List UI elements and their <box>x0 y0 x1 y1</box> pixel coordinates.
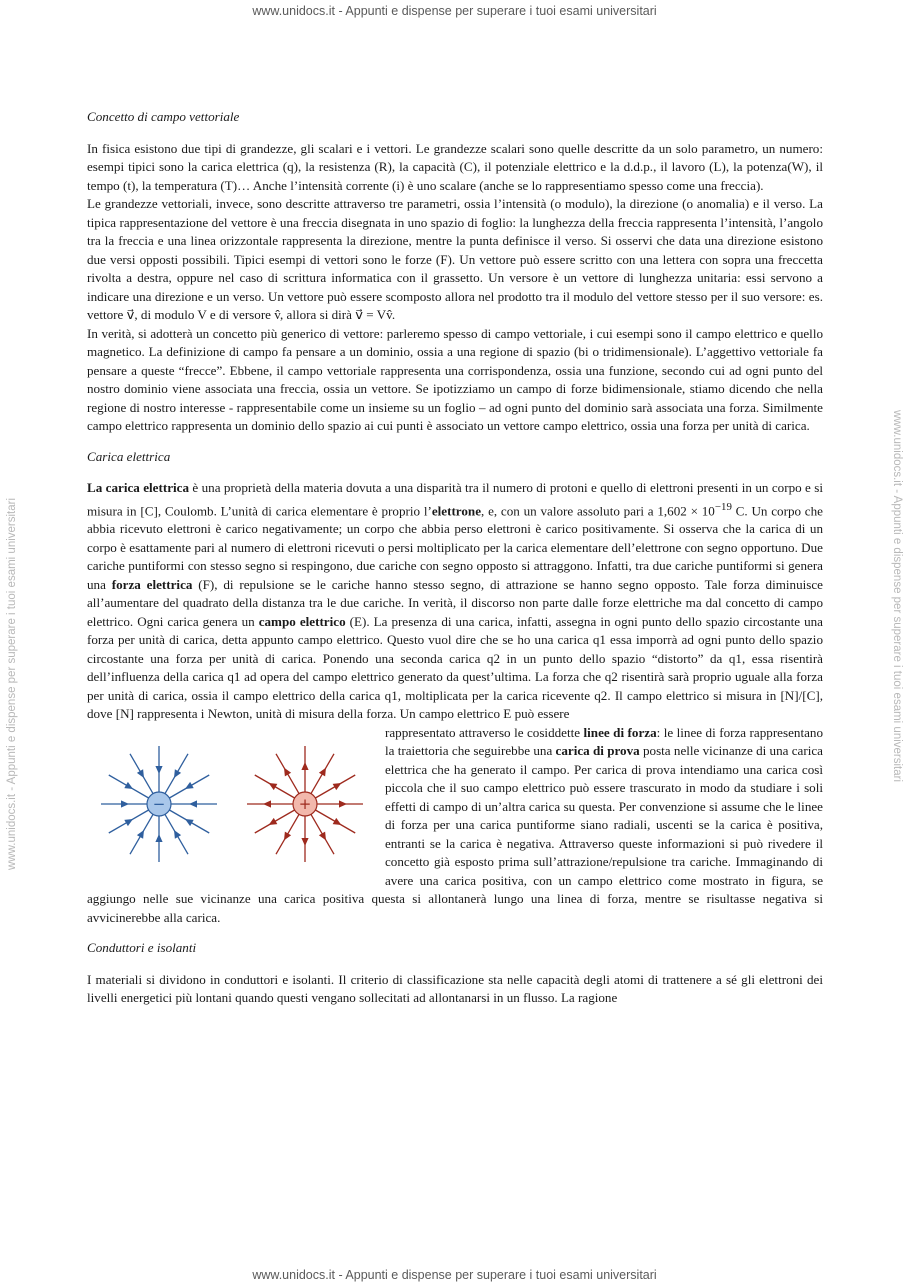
positive-field-arrow <box>339 800 347 807</box>
heading-conductors: Conduttori e isolanti <box>87 940 197 956</box>
positive-charge-sign: + <box>298 794 312 813</box>
negative-field-arrow <box>155 834 162 842</box>
term-linee-di-forza: linee di forza <box>583 724 657 740</box>
negative-field-arrow <box>189 800 197 807</box>
document-body <box>87 108 823 1008</box>
negative-field-arrow <box>121 800 129 807</box>
paragraph-charge: La carica elettrica è una proprietà della materia dovuta a una disparità tra il numero di protoni e quello di elettroni presenti in un corpo e si misura in [C], Coulomb. L’unità di carica elementare è proprio l’elettrone, e, con un valore assoluto pari a $1,602 \times 10^{-19}$ C. Un corpo che abbia ricevuto elettroni è carico negativamente; un corpo che abbia perso elettroni è carico positivamente. Si osserva che la carica di un corpo è esattamente pari al numero di elettroni ricevuti o persi moltiplicato per la carica elementare dell’elettrone con segno opportuno. Due cariche puntiformi con stesso segno si respingono, due cariche con segno opposto si attraggono. Infatti, tra due cariche puntiformi si genera una forza elettrica (F), di repulsione se le cariche hanno stesso segno, di attrazione se hanno segno opposto. Tale forza diminuisce all’aumentare del quadrato della distanza tra le due cariche. In verità, il discorso non parte dalle forze elettriche ma dal concetto di campo elettrico. Ogni carica genera un campo elettrico (E). La presenza di una carica, infatti, assegna in ogni punto dello spazio circostante una forza per unità di carica, detta appunto campo elettrico. Questo vuol dire che se ho una carica q1 essa imporrà ad ogni punto dello spazio circostante una forza per unità di carica. Ponendo una seconda carica q2 in un punto dello spazio “distorto” da q1, essa risentirà dell’influenza della carica q1 ad opera del campo elettrico generato da quest’ultima. La forza che q2 risentirà sarà proprio uguale alla forza per unità di carica, ossia il campo elettrico della carica q1, moltiplicata per la carica ricevente q2. Il campo elettrico si misura in [N]/[C], dove [N] rappresenta i Newton, unità di misura della forza. Un campo elettrico E può essere <box>87 480 823 722</box>
term-forza-elettrica: forza elettrica <box>111 576 193 592</box>
term-carica-di-prova: carica di prova <box>555 743 640 759</box>
watermark-footer: www.unidocs.it - Appunti e dispense per superare i tuoi esami universitari <box>252 1268 657 1282</box>
positive-field-arrow <box>301 762 308 770</box>
positive-field-arrow <box>301 838 308 846</box>
negative-charge-sign: − <box>152 794 166 813</box>
heading-vector-field: Concetto di campo vettoriale <box>87 109 240 124</box>
paragraph-conductors: I materiali si dividono in conduttori e isolanti. Il criterio di classificazione sta nelle capacità degli atomi di trattenere a sé gli elettroni dei livelli energetici più lontani quando questi vengano sollecitati ad allontanarsi in un flusso. La ragione <box>87 971 823 1006</box>
term-campo-elettrico: campo elettrico <box>258 613 346 629</box>
watermark-right: www.unidocs.it - Appunti e dispense per superare i tuoi esami universitari <box>891 410 903 783</box>
heading-charge: Carica elettrica <box>87 448 171 464</box>
watermark-header: www.unidocs.it - Appunti e dispense per superare i tuoi esami universitari <box>252 4 657 18</box>
field-lines-figure <box>87 728 381 878</box>
negative-field-arrow <box>155 766 162 774</box>
paragraph-field-lines: rappresentato attraverso le cosiddette linee di forza: le linee di forza rappresentano la traiettoria che seguirebbe una carica di prova posta nelle vicinanze di una carica elettrica che ha generato il campo. Per carica di prova intendiamo una carica così piccola che il suo campo elettrico può essere trascurato in modo da studiare i soli effetti di campo di un’altra carica su questa. Per convenzione si assume che le linee di forza per una carica puntiforme siano radiali, uscenti se la carica è positiva, entranti se la carica è negativa. Attraverso queste informazioni si può rivedere il concetto già esposto prima sull’attrazione/repulsione tra cariche. Immaginando di avere una carica positiva, con un campo elettrico come mostrato in figura, se aggiungo nelle sue vicinanze una carica positiva questa si allontanerà lungo una linea di forza, mentre se risultasse negativa si avvicinerebbe alla carica. <box>87 724 823 925</box>
term-elettrone: elettrone <box>431 502 482 518</box>
watermark-left: www.unidocs.it - Appunti e dispense per superare i tuoi esami universitari <box>6 497 18 870</box>
term-carica-elettrica: La carica elettrica <box>87 480 190 495</box>
exponent: −19 <box>714 500 732 513</box>
paragraph-scalars: In fisica esistono due tipi di grandezze, gli scalari e i vettori. Le grandezze scalari sono quelle descritte da un solo parametro, un numero: esempi tipici sono la carica elettrica (q), la resistenza (R), la capacità (C), il potenziale elettrico e la d.d.p., il lavoro (L), la potenza(W), il tempo (t), la temperatura (T)… Anche l’intensità corrente (i) è uno scalare (anche se lo rappresentiamo spesso come una freccia). <box>87 140 823 193</box>
paragraph-vectors: Le grandezze vettoriali, invece, sono descritte attraverso tre parametri, ossia l’intensità (o modulo), la direzione (o anomalia) e il verso. La tipica rappresentazione del vettore è una freccia disegnata in uno spazio di foglio: la lunghezza della freccia rappresenta l’intensità, l’angolo tra la freccia e una linea orizzontale rappresenta la direzione, mentre la punta definisce il verso. Si osservi che data una direzione esistono due versi opposti possibili. Tipici esempi di vettori sono le forze (F). Un vettore può essere scritto con una lettera con sopra una freccetta rivolta a destra, oppure nel caso di scrittura informatica con il grassetto. Un versore è un vettore di lunghezza unitaria: essi servono a indicare una direzione e un verso. Un vettore può essere scomposto allora nel prodotto tra il modulo del vettore stesso per il suo versore: es. vettore v⃗, di modulo V e di versore v̂, allora si dirà v⃗ = Vv̂. <box>87 196 823 322</box>
positive-field-arrow <box>263 800 271 807</box>
field-lines-diagram <box>87 728 381 878</box>
paragraph-vector-field: In verità, si adotterà un concetto più generico di vettore: parleremo spesso di campo vettoriale, i cui esempi sono il campo elettrico e quello magnetico. La definizione di campo fa pensare a un dominio, ossia a una regione di spazio (bi o tridimensionale). L’aggettivo vettoriale fa pensare a queste “frecce”. Ebbene, il campo vettoriale rappresenta una corrispondenza, ossia una funzione, secondo cui ad ogni punto del nostro dominio viene associata una freccia, ossia un vettore. Se ipotizziamo un campo di forze bidimensionale, stiamo dicendo che nella regione di nostro interesse - rappresentabile come un insieme su un foglio – ad ogni punto del dominio sarà associata una forza. Similmente campo elettrico rappresenta un dominio dello spazio ai cui punti è associato un vettore campo elettrico, ossia una forza per unità di carica. <box>87 325 823 433</box>
